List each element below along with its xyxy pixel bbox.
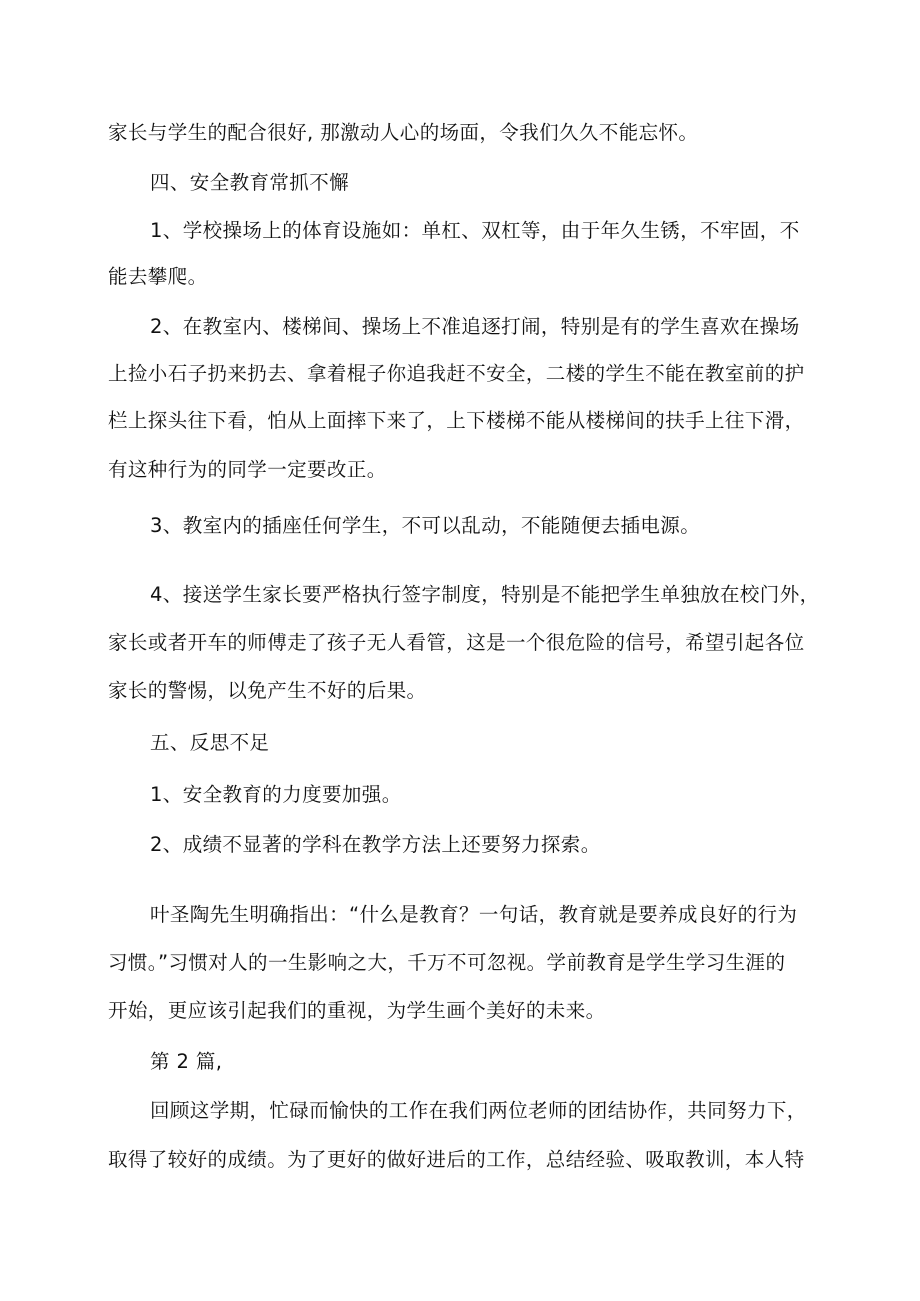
paragraph-line: 栏上探头往下看，怕从上面摔下来了，上下楼梯不能从楼梯间的扶手上往下滑，: [108, 409, 805, 432]
paragraph-line: 家长与学生的配合很好, 那激动人心的场面，令我们久久不能忘怀。: [108, 121, 699, 144]
section-heading: 五、反思不足: [150, 731, 270, 754]
section-title: 第 2 篇,: [150, 1050, 223, 1073]
paragraph-line: 4、接送学生家长要严格执行签字制度，特别是不能把学生单独放在校门外，: [150, 583, 820, 606]
paragraph-line: 1、安全教育的力度要加强。: [150, 783, 402, 806]
paragraph-line: 有这种行为的同学一定要改正。: [108, 458, 387, 481]
paragraph-line: 回顾这学期，忙碌而愉快的工作在我们两位老师的团结协作，共同努力下，: [150, 1099, 807, 1122]
paragraph-line: 家长或者开车的师傅走了孩子无人看管，这是一个很危险的信号，希望引起各位: [108, 631, 805, 654]
paragraph-line: 家长的警惕，以免产生不好的后果。: [108, 679, 427, 702]
paragraph-line: 3、教室内的插座任何学生，不可以乱动，不能随便去插电源。: [150, 514, 701, 537]
section-heading: 四、安全教育常抓不懈: [150, 171, 350, 194]
paragraph-line: 习惯。”习惯对人的一生影响之大，千万不可忽视。学前教育是学生学习生涯的: [108, 951, 786, 974]
paragraph-line: 上捡小石子扔来扔去、拿着棍子你追我赶不安全，二楼的学生不能在教室前的护: [108, 362, 805, 385]
paragraph-line: 开始，更应该引起我们的重视，为学生画个美好的未来。: [108, 999, 606, 1022]
paragraph-line: 叶圣陶先生明确指出：“什么是教育？一句话，教育就是要养成良好的行为: [150, 903, 798, 926]
paragraph-line: 2、成绩不显著的学科在教学方法上还要努力探索。: [150, 833, 601, 856]
paragraph-line: 能去攀爬。: [108, 265, 208, 288]
paragraph-line: 2、在教室内、楼梯间、操场上不准追逐打闹，特别是有的学生喜欢在操场: [150, 315, 800, 338]
paragraph-line: 1、学校操场上的体育设施如：单杠、双杠等，由于年久生锈，不牢固，不: [150, 219, 800, 242]
paragraph-line: 取得了较好的成绩。为了更好的做好进后的工作，总结经验、吸取教训，本人特: [108, 1148, 805, 1171]
